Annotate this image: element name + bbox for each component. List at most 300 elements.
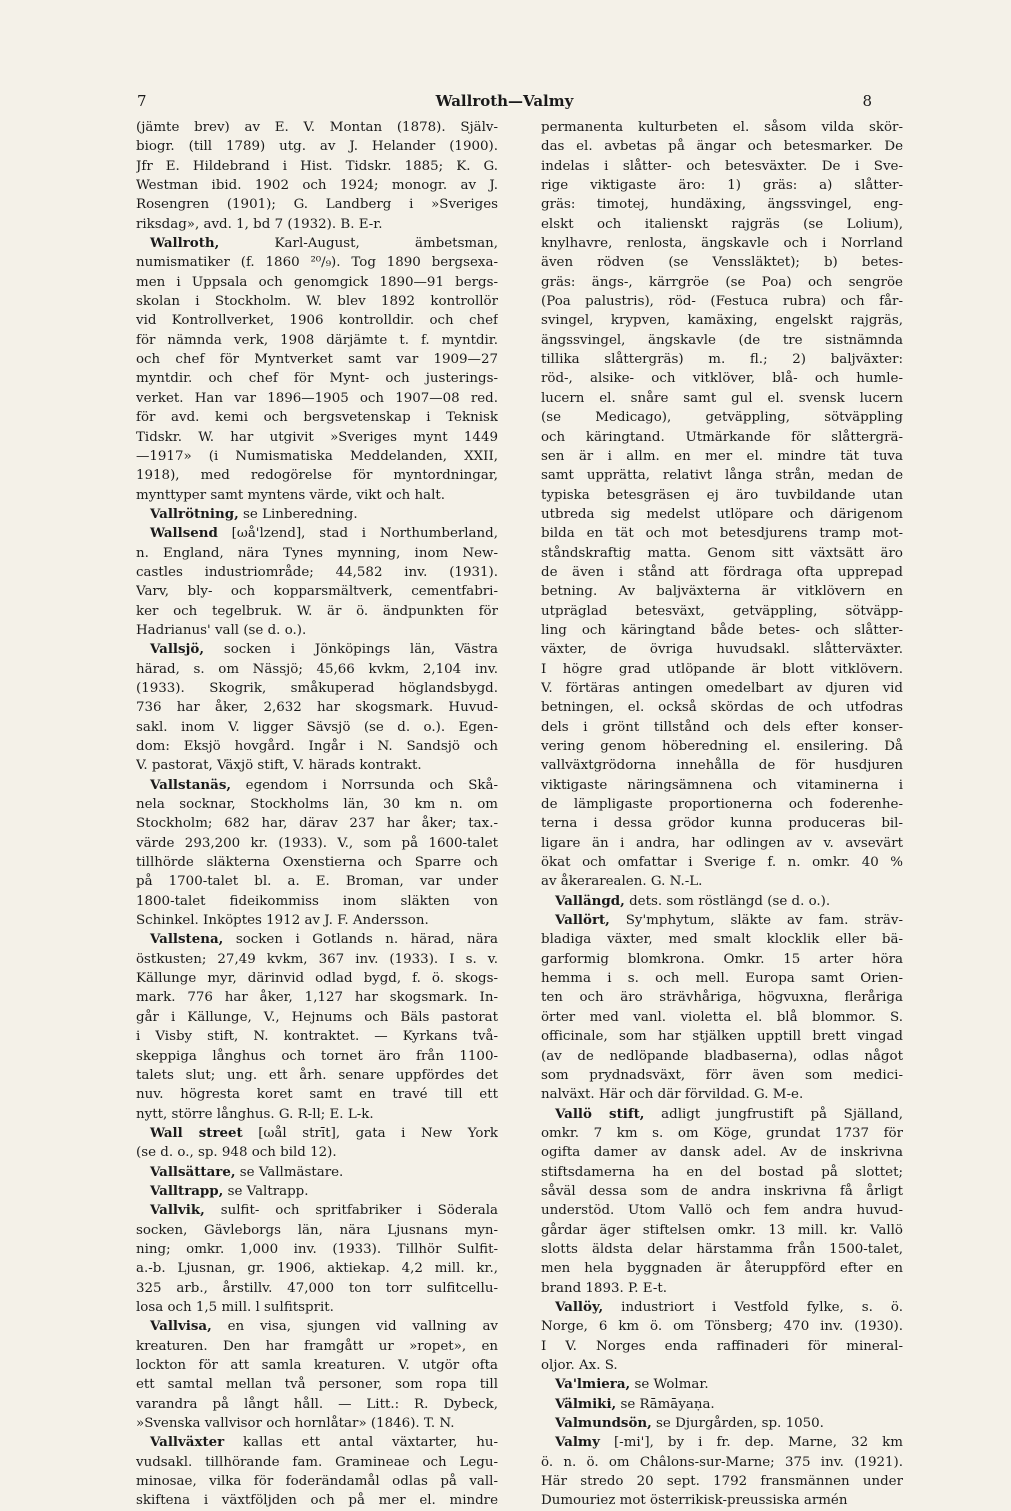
line-text: V. förtäras antingen omedelbart av djuren vid: [541, 680, 903, 696]
text-line: [541, 157, 903, 176]
line-text: Jfr E. Hildebrand i Hist. Tidskr. 1885; K. G.: [136, 158, 498, 174]
text-line: [541, 524, 903, 543]
line-text: på 1700-talet bl. a. E. Broman, var under: [136, 874, 498, 890]
text-line: [541, 1259, 903, 1278]
text-line: [136, 660, 498, 679]
text-line: [136, 1337, 498, 1356]
text-line: [541, 428, 903, 447]
line-text: numismatiker (f. 1860 ²⁰/₉). Tog 1890 bergsexa-: [136, 255, 498, 271]
text-line: [541, 544, 903, 563]
page-header: [137, 92, 872, 116]
text-line: [136, 1414, 498, 1433]
entry-first-line: [136, 1124, 498, 1143]
text-line: [136, 544, 498, 563]
line-text: slotts äldsta delar härstamma från 1500-talet,: [541, 1241, 903, 1257]
line-text: permanenta kulturbeten el. såsom vilda skör-: [541, 120, 903, 135]
text-line: [541, 486, 903, 505]
line-text: garformig blomkrona. Omkr. 15 arter höra: [541, 951, 903, 967]
line-text: och chef för Myntverket samt var 1909—27: [136, 352, 498, 368]
text-line: [136, 253, 498, 272]
text-line: [541, 1143, 903, 1162]
entry-headword: Vallöy,: [555, 1298, 604, 1315]
text-line: [541, 969, 903, 988]
line-text: Norge, 6 km ö. om Tönsberg; 470 inv. (1930).: [541, 1319, 903, 1335]
text-line: [136, 602, 498, 621]
text-line: [136, 486, 498, 505]
text-line: [136, 969, 498, 988]
line-text: ten och äro strävhåriga, högvuxna, fleråriga: [541, 990, 903, 1006]
text-line: [541, 273, 903, 292]
text-line: [541, 1472, 903, 1491]
text-line: [541, 776, 903, 795]
entry-headword: Vallsättare,: [150, 1163, 236, 1180]
entry-headword: Va'lmiera,: [555, 1376, 631, 1393]
entry-first-line: [541, 1105, 903, 1124]
text-line: [541, 1317, 903, 1336]
line-text: 1918), med redogörelse för myntordningar,: [136, 468, 498, 484]
text-line: [136, 1066, 498, 1085]
entry-headword: Wall street: [150, 1124, 243, 1141]
line-text: av åkerarealen. G. N.-L.: [541, 874, 703, 890]
text-line: [136, 1240, 498, 1259]
line-text: svingel, krypven, kamäxing, engelskt rajgräs,: [541, 313, 903, 329]
text-line: [136, 350, 498, 369]
line-text: i Visby stift, N. kontraktet. — Kyrkans två-: [136, 1029, 498, 1045]
page-number-right: 8: [862, 92, 872, 110]
line-text: se Linberedning.: [238, 506, 358, 522]
line-text: ö. n. ö. om Châlons-sur-Marne; 375 inv. (1921).: [541, 1454, 903, 1470]
text-line: [136, 428, 498, 447]
line-text: tillhörde släkterna Oxenstierna och Sparre och: [136, 855, 498, 871]
text-line: [136, 679, 498, 698]
text-line: [136, 795, 498, 814]
text-line: [541, 930, 903, 949]
entry-first-line: [541, 911, 903, 930]
text-line: [541, 292, 903, 311]
text-line: [136, 1395, 498, 1414]
text-line: [541, 621, 903, 640]
text-line: [541, 195, 903, 214]
line-text: (jämte brev) av E. V. Montan (1878). Själv-: [136, 120, 498, 135]
text-line: [541, 176, 903, 195]
line-text: även rödven (se Venssläktet); b) betes-: [541, 255, 903, 271]
text-line: [136, 1221, 498, 1240]
line-text: understöd. Utom Vallö och fem andra huvud-: [541, 1203, 903, 1219]
entry-headword: Wallroth,: [150, 235, 220, 252]
text-line: [136, 1279, 498, 1298]
line-text: (se Medicago), getväppling, sötväppling: [541, 410, 903, 426]
line-text: socken i Jönköpings län, Västra: [204, 642, 498, 658]
entry-first-line: [541, 1298, 903, 1317]
text-line: [136, 950, 498, 969]
line-text: V. pastorat, Växjö stift, V. härads kontrakt.: [136, 758, 422, 774]
text-line: [136, 814, 498, 833]
line-text: (1933). Skogrik, småkuperad höglandsbygd.: [136, 680, 498, 696]
text-line: [136, 1259, 498, 1278]
line-text: röd-, alsike- och vitklöver, blå- och humle-: [541, 371, 903, 387]
entry-headword: Valltrapp,: [150, 1182, 224, 1199]
line-text: för nämnda verk, 1908 därjämte t. f. myntdir.: [136, 332, 498, 348]
text-line: [541, 466, 903, 485]
line-text: skeppiga långhus och tornet äro från 1100-: [136, 1048, 498, 1064]
line-text: Dumouriez mot österrikisk-preussiska armén: [541, 1493, 848, 1509]
line-text: utpräglad betesväxt, getväppling, sötväpp-: [541, 603, 903, 619]
text-line: [136, 311, 498, 330]
line-text: indelas i slåtter- och betesväxter. De i Sve-: [541, 158, 903, 174]
line-text: Westman ibid. 1902 och 1924; monogr. av J.: [136, 178, 498, 194]
entry-first-line: [136, 930, 498, 949]
text-line: [136, 621, 498, 640]
text-line: [136, 292, 498, 311]
entry-first-line: [136, 1201, 498, 1220]
text-line: [136, 1027, 498, 1046]
entry-headword: Wallsend: [150, 525, 218, 542]
line-text: gårdar äger stiftelsen omkr. 13 mill. kr. Vallö: [541, 1222, 903, 1238]
line-text: n. England, nära Tynes mynning, inom New-: [136, 545, 498, 561]
text-line: [136, 1375, 498, 1394]
line-text: socken, Gävleborgs län, nära Ljusnans myn-: [136, 1222, 498, 1238]
line-text: går i Källunge, V., Hejnums och Bäls pastorat: [136, 1009, 498, 1025]
line-text: ängssvingel, ängskavle (de tre sistnämnda: [541, 332, 903, 348]
text-line: [136, 447, 498, 466]
text-line: [136, 215, 498, 234]
line-text: nuv. högresta koret samt en travé till ett: [136, 1087, 498, 1103]
text-line: [541, 447, 903, 466]
line-text: officinale, som har stjälken upptill brett vingad: [541, 1029, 903, 1045]
line-text: som prydnadsväxt, förr även som medici-: [541, 1067, 903, 1083]
line-text: rige viktigaste äro: 1) gräs: a) slåtter-: [541, 178, 903, 194]
line-text: Tidskr. W. har utgivit »Sveriges mynt 1449: [136, 429, 498, 445]
text-line: [136, 718, 498, 737]
text-line: [541, 350, 903, 369]
line-text: ökat och omfattar i Sverige f. n. omkr. 40 %: [541, 855, 903, 871]
text-line: [541, 1453, 903, 1472]
line-text: socken i Gotlands n. härad, nära: [223, 932, 498, 948]
line-text: omkr. 7 km s. om Köge, grundat 1737 för: [541, 1125, 903, 1141]
text-line: [136, 1298, 498, 1317]
text-line: [541, 1163, 903, 1182]
line-text: losa och 1,5 mill. l sulfitsprit.: [136, 1299, 334, 1315]
line-text: elskt och italienskt rajgräs (se Lolium),: [541, 216, 903, 232]
text-line: [541, 950, 903, 969]
page-number-left: 7: [137, 92, 147, 110]
line-text: de även i stånd att fördraga ofta upprepad: [541, 564, 903, 580]
line-text: ning; omkr. 1,000 inv. (1933). Tillhör Sulfit-: [136, 1241, 498, 1257]
text-line: [136, 1143, 498, 1162]
text-line: [541, 505, 903, 524]
text-line: [541, 369, 903, 388]
text-line: [136, 988, 498, 1007]
line-text: mark. 776 har åker, 1,127 har skogsmark. In-: [136, 990, 498, 1006]
line-text: gräs: ängs-, kärrgröe (se Poa) och sengröe: [541, 274, 903, 290]
text-line: [541, 1201, 903, 1220]
line-text: Schinkel. Inköptes 1912 av J. F. Andersson.: [136, 913, 429, 929]
entry-headword: Valmy: [555, 1434, 600, 1451]
entry-first-line: [136, 776, 498, 795]
line-text: skiftena i växtföljden och på mer el. mindre: [136, 1493, 498, 1509]
line-text: dom: Eksjö hovgård. Ingår i N. Sandsjö och: [136, 739, 498, 754]
entry-headword: Vallvisa,: [150, 1318, 212, 1335]
text-line: [541, 756, 903, 775]
line-text: Rosengren (1901); G. Landberg i »Sveriges: [136, 197, 498, 213]
entry-first-line: [541, 1395, 903, 1414]
text-line: [541, 137, 903, 156]
line-text: varandra på långt håll. — Litt.: R. Dybeck,: [136, 1396, 498, 1412]
text-line: [541, 389, 903, 408]
line-text: industriort i Vestfold fylke, s. ö.: [603, 1299, 903, 1315]
text-line: [541, 795, 903, 814]
entry-headword: Vallstena,: [150, 931, 224, 948]
line-text: egendom i Norrsunda och Skå-: [231, 777, 498, 793]
text-line: [136, 892, 498, 911]
left-column: [136, 118, 498, 1511]
line-text: ogifta damer av dansk adel. Av de inskrivna: [541, 1145, 903, 1161]
line-text: oljor. Ax. S.: [541, 1358, 618, 1373]
line-text: I V. Norges enda raffinaderi för mineral-: [541, 1338, 903, 1354]
entry-first-line: [136, 1317, 498, 1336]
text-line: [541, 640, 903, 659]
text-line: [541, 718, 903, 737]
line-text: se Valtrapp.: [223, 1183, 309, 1199]
text-line: [541, 311, 903, 330]
text-line: [541, 253, 903, 272]
entry-first-line: [541, 1414, 903, 1433]
text-line: [541, 234, 903, 253]
entry-headword: Vallört,: [555, 912, 610, 929]
text-line: [136, 1085, 498, 1104]
line-text: vudsakl. tillhörande fam. Gramineae och Legu-: [136, 1454, 498, 1470]
line-text: tillika slåttergräs) m. fl.; 2) baljväxter:: [541, 352, 903, 368]
line-text: sen är i allm. en mer el. mindre tät tuva: [541, 448, 903, 464]
text-line: [541, 331, 903, 350]
text-line: [541, 1221, 903, 1240]
entry-headword: Välmiki,: [555, 1395, 617, 1412]
text-line: [541, 988, 903, 1007]
text-line: [541, 853, 903, 872]
text-line: [541, 834, 903, 853]
line-text: se Vallmästare.: [235, 1164, 344, 1180]
running-title: Wallroth—Valmy: [435, 92, 574, 110]
text-line: [136, 195, 498, 214]
entry-headword: Vallvik,: [150, 1202, 205, 1219]
line-text: ståndskraftig matta. Genom sitt växtsätt äro: [541, 545, 903, 561]
entry-first-line: [541, 1433, 903, 1452]
entry-first-line: [136, 1163, 498, 1182]
line-text: gräs: timotej, hundäxing, ängssvingel, eng-: [541, 197, 903, 213]
text-line: [541, 737, 903, 756]
line-text: 1800-talet fideikommiss inom släkten von: [136, 893, 498, 909]
line-text: Hadrianus' vall (se d. o.).: [136, 622, 307, 638]
line-text: (se d. o., sp. 948 och bild 12).: [136, 1145, 337, 1161]
text-line: [136, 1491, 498, 1510]
line-text: såväl dessa som de andra inskrivna få årligt: [541, 1183, 903, 1199]
line-text: Källunge myr, därinvid odlad bygd, f. ö. skogs-: [136, 971, 498, 987]
line-text: sulfit- och spritfabriker i Söderala: [204, 1203, 498, 1219]
line-text: lucern el. snåre samt gul el. svensk lucern: [541, 390, 903, 406]
line-text: mynttyper samt myntens värde, vikt och halt.: [136, 487, 446, 503]
text-line: [136, 389, 498, 408]
line-text: nalväxt. Här och där förvildad. G. M-e.: [541, 1087, 804, 1103]
text-line: [136, 369, 498, 388]
line-text: (av de nedlöpande bladbaserna), odlas något: [541, 1048, 903, 1064]
line-text: se Djurgården, sp. 1050.: [651, 1416, 824, 1432]
text-line: [541, 679, 903, 698]
line-text: minosae, vilka för foderändamål odlas på vall-: [136, 1474, 498, 1490]
text-line: [136, 1356, 498, 1375]
line-text: stiftsdamerna ha en del bostad på slottet;: [541, 1164, 903, 1180]
text-line: [136, 137, 498, 156]
entry-headword: Vallängd,: [555, 892, 625, 909]
line-text: »Svenska vallvisor och hornlåtar» (1846). T. N.: [136, 1416, 455, 1432]
text-line: [541, 1279, 903, 1298]
line-text: hemma i s. och mell. Europa samt Orien-: [541, 971, 903, 987]
entry-first-line: [136, 640, 498, 659]
entry-first-line: [136, 524, 498, 543]
line-text: härad, s. om Nässjö; 45,66 kvkm, 2,104 inv.: [136, 661, 498, 677]
text-line: [136, 737, 498, 756]
entry-first-line: [136, 1182, 498, 1201]
line-text: värde 293,200 kr. (1933). V., som på 1600-talet: [136, 835, 498, 851]
text-line: [136, 331, 498, 350]
line-text: [ωål strīt], gata i New York: [242, 1125, 498, 1141]
line-text: se Rāmāyaṇa.: [616, 1396, 715, 1412]
line-text: ling och käringtand både betes- och slåtter-: [541, 622, 903, 638]
line-text: dets. som röstlängd (se d. o.).: [624, 893, 831, 909]
text-line: [136, 1472, 498, 1491]
entry-headword: Vallö stift,: [555, 1105, 645, 1122]
text-line: [541, 1337, 903, 1356]
line-text: Stockholm; 682 har, därav 237 har åker; tax.-: [136, 816, 498, 832]
line-text: Varv, bly- och kopparsmältverk, cementfabri-: [136, 584, 498, 600]
text-line: [541, 1240, 903, 1259]
line-text: östkusten; 27,49 kvkm, 367 inv. (1933). I s. v.: [136, 951, 498, 967]
line-text: växter, de övriga huvudsakl. slåtterväxter.: [541, 642, 903, 658]
text-line: [541, 1027, 903, 1046]
text-line: [136, 872, 498, 891]
line-text: utbreda sig medelst utlöpare och därigenom: [541, 506, 903, 522]
line-text: nytt, större långhus. G. R-ll; E. L-k.: [136, 1106, 374, 1122]
line-text: och käringtand. Utmärkande för slåttergrä-: [541, 429, 903, 445]
text-line: [136, 853, 498, 872]
line-text: ligare än i andra, har odlingen av v. avsevärt: [541, 835, 903, 851]
line-text: för avd. kemi och bergsvetenskap i Teknisk: [136, 410, 498, 426]
line-text: ker och tegelbruk. W. är ö. ändpunkten för: [136, 603, 498, 619]
line-text: 736 har åker, 2,632 har skogsmark. Huvud-: [136, 700, 498, 716]
text-line: [136, 1105, 498, 1124]
text-line: [541, 563, 903, 582]
text-line: [541, 872, 903, 891]
line-text: Här stredo 20 sept. 1792 fransmännen under: [541, 1474, 903, 1490]
line-text: betning. Av baljväxterna är vitklövern en: [541, 584, 903, 600]
text-line: [136, 118, 498, 137]
text-line: [541, 1047, 903, 1066]
line-text: riksdag», avd. 1, bd 7 (1932). B. E-r.: [136, 216, 383, 232]
line-text: myntdir. och chef för Mynt- och justerings-: [136, 371, 498, 387]
line-text: vering genom höberedning el. ensilering. Då: [541, 739, 903, 754]
line-text: a.-b. Ljusnan, gr. 1906, aktiekap. 4,2 mill. kr.,: [136, 1261, 498, 1277]
text-line: [541, 582, 903, 601]
line-text: knylhavre, renlosta, ängskavle och i Norrland: [541, 236, 903, 252]
line-text: vallväxtgrödorna innehålla de för husdjuren: [541, 758, 903, 774]
line-text: adligt jungfrustift på Själland,: [644, 1106, 903, 1122]
line-text: de lämpligaste proportionerna och foderenhe-: [541, 797, 903, 813]
line-text: men hela byggnaden är återuppförd efter en: [541, 1261, 903, 1277]
text-line: [136, 834, 498, 853]
entry-first-line: [541, 1375, 903, 1394]
text-line: [136, 582, 498, 601]
entry-headword: Vallsjö,: [150, 641, 204, 658]
entry-first-line: [136, 505, 498, 524]
line-text: terna i dessa grödor kunna produceras bil-: [541, 816, 903, 832]
text-line: [541, 408, 903, 427]
line-text: 325 arb., årstillv. 47,000 ton torr sulfitcellu-: [136, 1280, 498, 1296]
line-text: viktigaste näringsämnena och vitaminerna i: [541, 777, 903, 793]
text-line: [136, 273, 498, 292]
line-text: men i Uppsala och genomgick 1890—91 bergs-: [136, 274, 498, 290]
text-line: [541, 1008, 903, 1027]
text-line: [541, 118, 903, 137]
line-text: betningen, el. också skördas de och utfodras: [541, 700, 903, 716]
line-text: nela socknar, Stockholms län, 30 km n. om: [136, 797, 498, 813]
line-text: bilda en tät och mot betesdjurens tramp mot-: [541, 526, 903, 542]
text-line: [136, 157, 498, 176]
entry-first-line: [136, 234, 498, 253]
text-line: [541, 698, 903, 717]
text-line: [541, 1085, 903, 1104]
entry-first-line: [541, 892, 903, 911]
text-line: [136, 1453, 498, 1472]
line-text: dels i grönt tillstånd och dels efter konser-: [541, 719, 903, 735]
text-line: [136, 466, 498, 485]
line-text: verket. Han var 1896—1905 och 1907—08 red.: [136, 390, 498, 406]
text-line: [541, 814, 903, 833]
line-text: örter med vanl. violetta el. blå blommor. S.: [541, 1009, 903, 1025]
right-column: [541, 118, 903, 1511]
entry-headword: Vallväxter: [150, 1434, 225, 1451]
line-text: [-mi'], by i fr. dep. Marne, 32 km: [599, 1435, 903, 1451]
text-line: [136, 911, 498, 930]
line-text: lockton för att samla kreaturen. V. utgör ofta: [136, 1358, 498, 1373]
text-line: [541, 660, 903, 679]
line-text: (Poa palustris), röd- (Festuca rubra) och får-: [541, 294, 903, 310]
text-line: [541, 602, 903, 621]
line-text: ett samtal mellan två personer, som ropa till: [136, 1377, 498, 1393]
line-text: das el. avbetas på ängar och betesmarker. De: [541, 139, 903, 155]
line-text: kallas ett antal växtarter, hu-: [224, 1435, 498, 1451]
line-text: Karl-August, ämbetsman,: [219, 236, 498, 252]
text-line: [136, 698, 498, 717]
line-text: samt upprätta, relativt långa strån, medan de: [541, 468, 903, 484]
line-text: I högre grad utlöpande är blott vitklövern.: [541, 661, 903, 677]
text-line: [541, 1356, 903, 1375]
text-line: [541, 215, 903, 234]
line-text: Sy'mphytum, släkte av fam. sträv-: [609, 913, 903, 929]
text-line: [136, 1008, 498, 1027]
entry-headword: Vallstanäs,: [150, 776, 232, 793]
entry-headword: Vallrötning,: [150, 505, 239, 522]
entry-first-line: [136, 1433, 498, 1452]
line-text: talets slut; ung. ett årh. senare uppfördes det: [136, 1067, 498, 1083]
text-line: [541, 1066, 903, 1085]
line-text: brand 1893. P. E-t.: [541, 1280, 667, 1296]
line-text: se Wolmar.: [630, 1377, 709, 1393]
line-text: castles industriområde; 44,582 inv. (1931).: [136, 564, 498, 580]
text-line: [541, 1124, 903, 1143]
text-line: [136, 408, 498, 427]
line-text: skolan i Stockholm. W. blev 1892 kontrollör: [136, 294, 498, 310]
line-text: kreaturen. Den har framgått ur »ropet», en: [136, 1338, 498, 1354]
text-line: [541, 1182, 903, 1201]
